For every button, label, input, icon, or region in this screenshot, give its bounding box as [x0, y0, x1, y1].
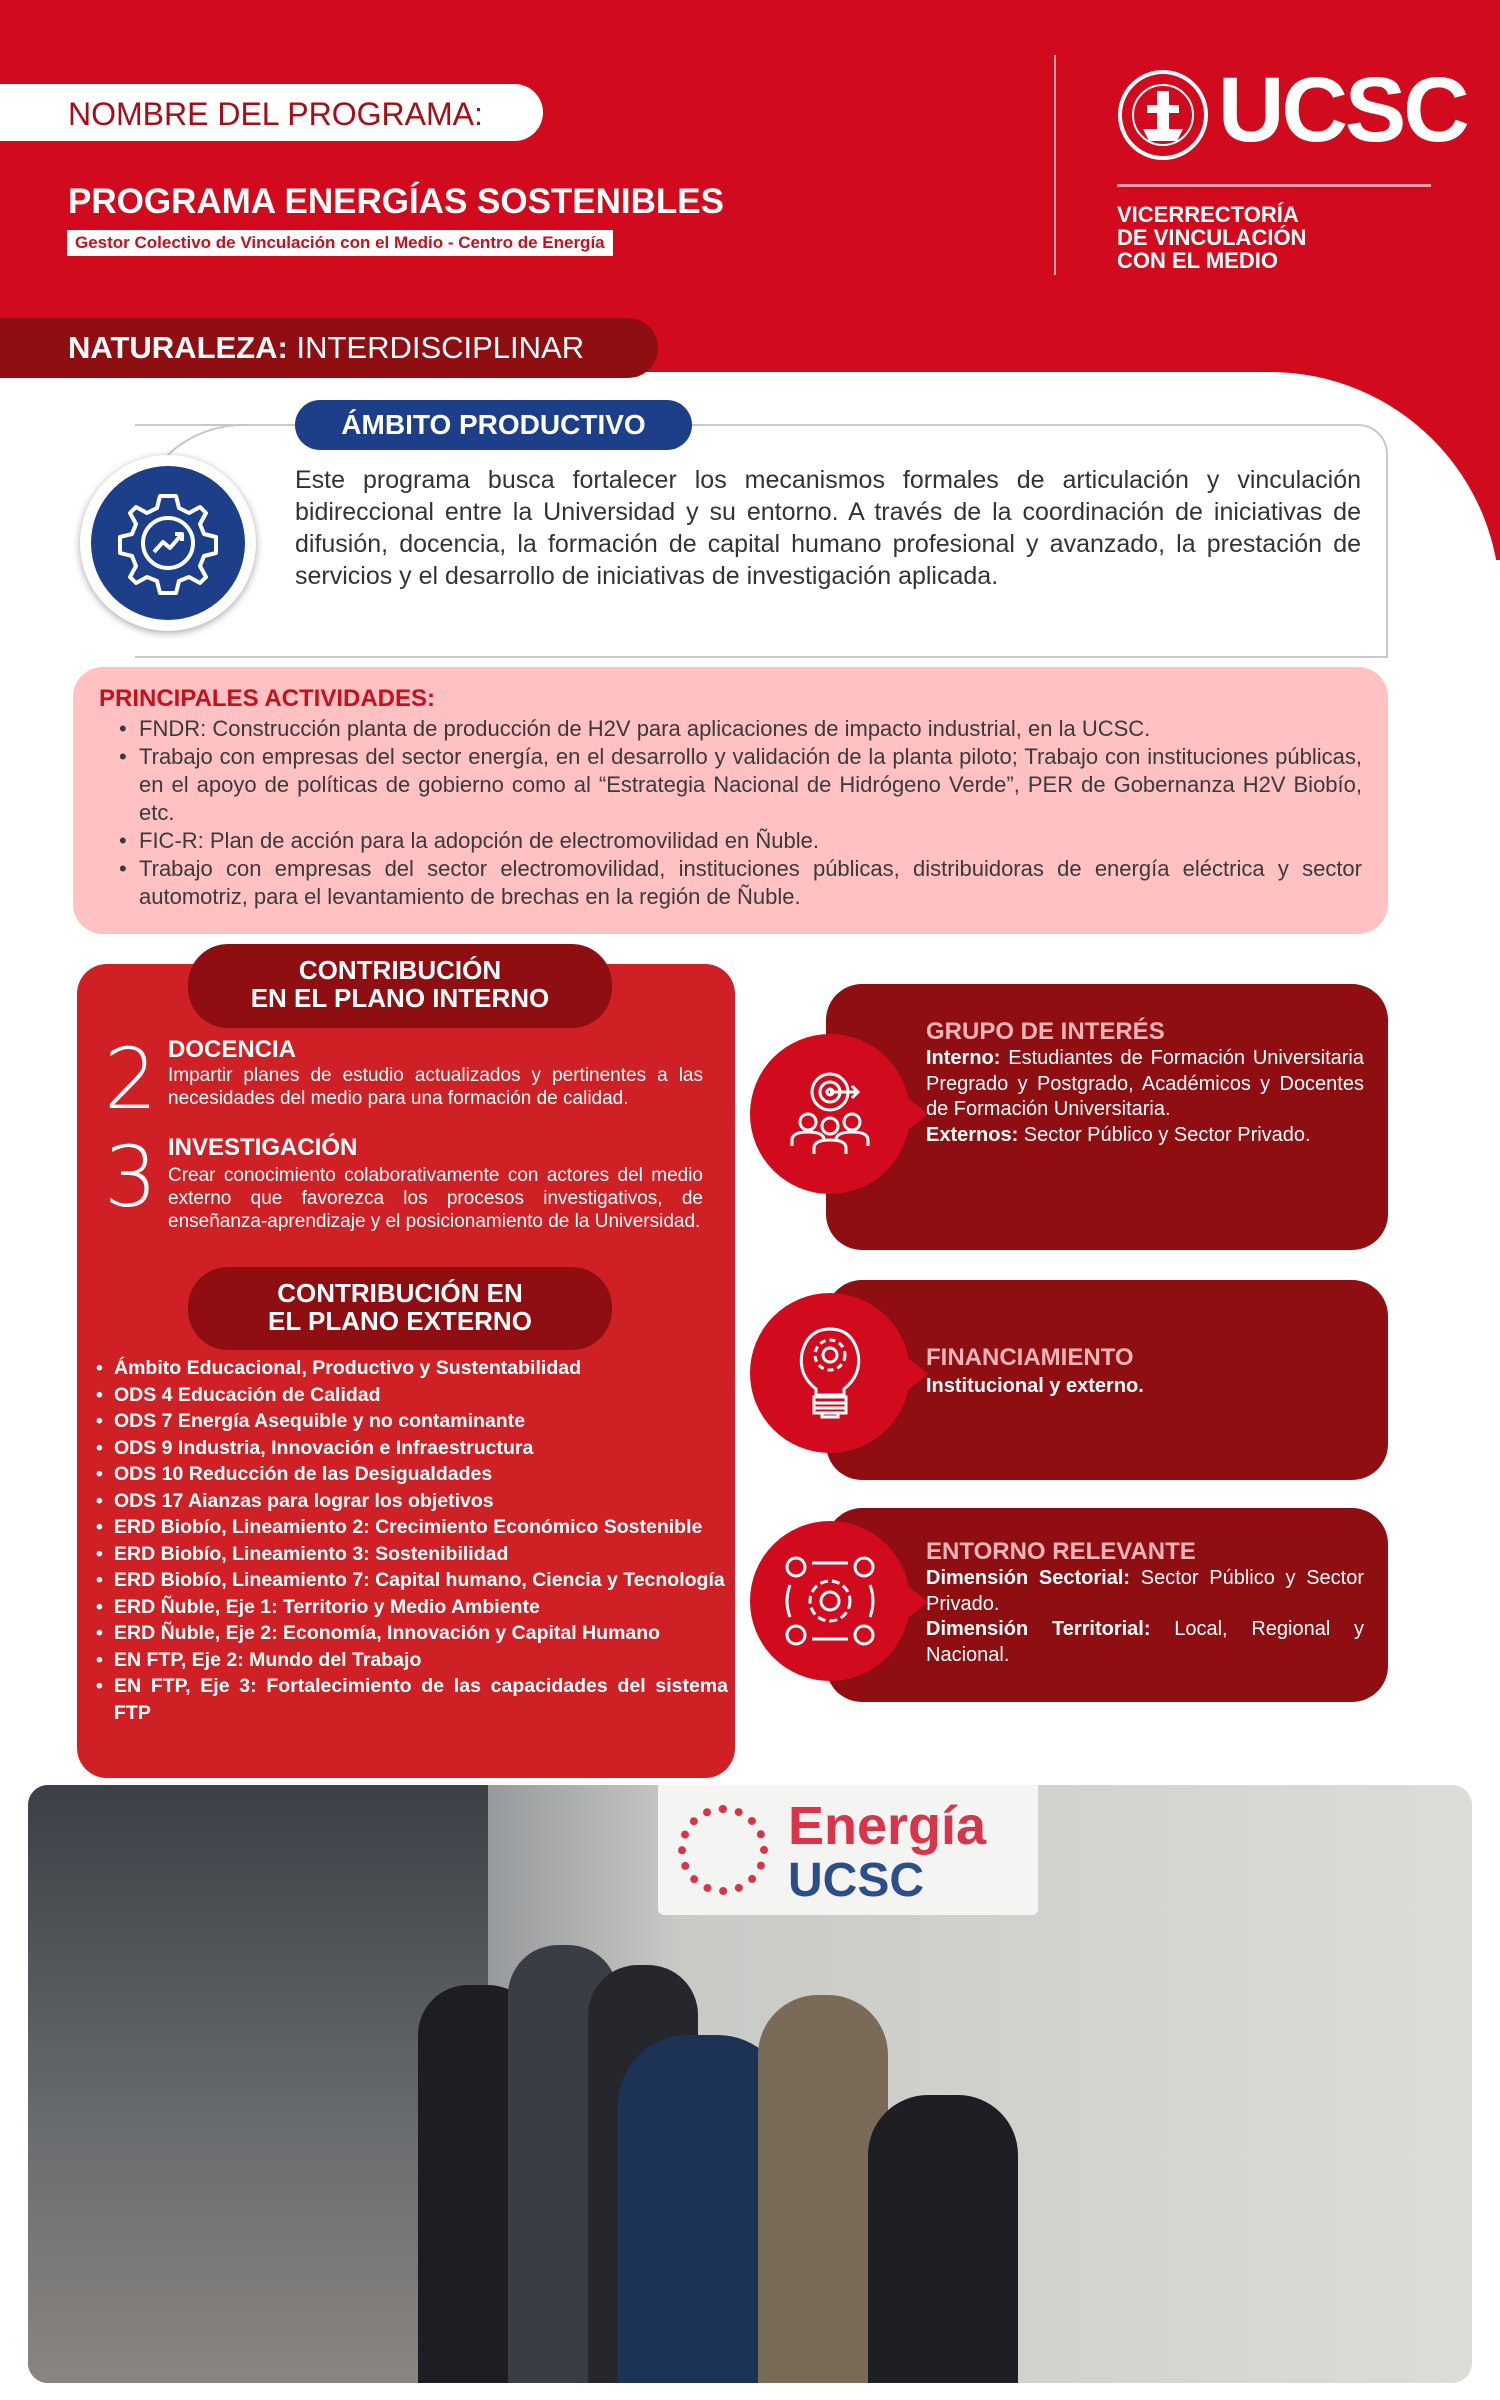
section-number: 3 [104, 1128, 158, 1226]
environment-icon-circle [750, 1521, 910, 1681]
territorial-label: Dimensión Territorial: [926, 1618, 1151, 1640]
interno-label: Interno: [926, 1047, 1001, 1069]
activities-list [99, 715, 1362, 911]
divider [1117, 184, 1431, 187]
funding-icon-circle [750, 1293, 910, 1453]
activities-box [73, 667, 1388, 934]
network-gear-icon [780, 1551, 880, 1651]
list-item: • ERD Biobío, Lineamiento 2: Crecimiento Económico Sostenible [96, 1514, 728, 1541]
sectorial-label: Dimensión Sectorial: [926, 1567, 1131, 1589]
list-item: • EN FTP, Eje 3: Fortalecimiento de las capacidades del sistema FTP [96, 1673, 728, 1726]
logo-text: UCSC [1218, 59, 1467, 161]
external-list [96, 1355, 728, 1726]
list-item: • FIC-R: Plan de acción para la adopción de electromovilidad en Ñuble. [119, 827, 1362, 855]
sectorial-text: Sector Público y Sector Privado. [926, 1567, 1364, 1615]
program-label: NOMBRE DEL PROGRAMA: [0, 84, 543, 141]
nature-value: INTERDISCIPLINAR [287, 330, 585, 365]
unit-line: VICERRECTORÍA [1117, 202, 1299, 227]
environment-title: ENTORNO RELEVANTE [926, 1538, 1196, 1565]
university-seal-icon [1117, 69, 1209, 161]
nature-bar [0, 318, 658, 378]
environment-text [926, 1566, 1364, 1668]
unit-line: CON EL MEDIO [1117, 248, 1278, 273]
list-item: • ODS 7 Energía Asequible y no contaminante [96, 1408, 728, 1435]
list-item: • ERD Biobío, Lineamiento 7: Capital humano, Ciencia y Tecnología [96, 1567, 728, 1594]
program-title: PROGRAMA ENERGÍAS SOSTENIBLES [68, 182, 724, 221]
nature-label: NATURALEZA: [68, 330, 288, 365]
funding-text: Institucional y externo. [926, 1375, 1144, 1397]
sign-logo-icon [678, 1805, 768, 1895]
title-line: CONTRIBUCIÓN EN [277, 1278, 523, 1308]
team-photo [28, 1785, 1472, 2383]
gear-growth-icon [91, 466, 245, 620]
target-people-icon [780, 1064, 880, 1164]
list-item: • ODS 4 Educación de Calidad [96, 1382, 728, 1409]
lightbulb-gear-icon [780, 1323, 880, 1423]
list-item: • ERD Biobío, Lineamiento 3: Sostenibilidad [96, 1541, 728, 1568]
sign [658, 1785, 1038, 1915]
list-item: • ERD Ñuble, Eje 2: Economía, Innovación y Capital Humano [96, 1620, 728, 1647]
divider [1054, 55, 1056, 275]
interest-title: GRUPO DE INTERÉS [926, 1018, 1165, 1045]
list-item: • ODS 17 Aianzas para lograr los objetivos [96, 1488, 728, 1515]
interno-text: Estudiantes de Formación Universitaria Pregrado y Postgrado, Académicos y Docentes de Formación Universitaria. [926, 1047, 1364, 1120]
unit-line: DE VINCULACIÓN [1117, 225, 1307, 250]
title-line: EN EL PLANO INTERNO [250, 983, 550, 1013]
program-subtitle: Gestor Colectivo de Vinculación con el Medio - Centro de Energía [67, 230, 613, 256]
activities-title: PRINCIPALES ACTIVIDADES: [99, 685, 436, 712]
section-text: Crear conocimiento colaborativamente con actores del medio externo que favorezca los procesos investigativos, de enseñanza-aprendizaje y el posicionamiento de la Universidad. [168, 1165, 703, 1232]
funding-title: FINANCIAMIENTO [926, 1344, 1134, 1371]
externos-label: Externos: [926, 1123, 1019, 1146]
ambito-text: Este programa busca fortalecer los mecanismos formales de articulación y vinculación bidireccional entre la Universidad y su entorno. A través de la coordinación de iniciativas de difusión, docencia, la formación de capital humano profesional y avanzado, la prestación de servicios y el desarrollo de iniciativas de investigación aplicada. [295, 466, 1361, 590]
list-item: • Trabajo con empresas del sector electromovilidad, instituciones públicas, distribuidoras de energía eléctrica y sector automotriz, para el levantamiento de brechas en la región de Ñuble. [119, 855, 1362, 911]
ambito-icon-circle [80, 455, 256, 631]
title-line: CONTRIBUCIÓN [298, 955, 502, 985]
section-text: Impartir planes de estudio actualizados y pertinentes a las necesidades del medio para una formación de calidad. [168, 1065, 703, 1109]
sign-text: Energía [788, 1796, 987, 1856]
list-item: • Ámbito Educacional, Productivo y Sustentabilidad [96, 1355, 728, 1382]
section-title: INVESTIGACIÓN [168, 1134, 358, 1161]
section-number: 2 [104, 1030, 158, 1128]
externos-text: Sector Público y Sector Privado. [1018, 1123, 1311, 1146]
list-item: • ERD Ñuble, Eje 1: Territorio y Medio Ambiente [96, 1594, 728, 1621]
internal-contribution-title [188, 944, 612, 1028]
people-group [418, 1905, 1058, 2383]
list-item: • ODS 10 Reducción de las Desigualdades [96, 1461, 728, 1488]
interest-text [926, 1046, 1364, 1148]
list-item: • FNDR: Construcción planta de producción de H2V para aplicaciones de impacto industrial, en la UCSC. [119, 715, 1362, 743]
ambito-label: ÁMBITO PRODUCTIVO [295, 400, 692, 450]
list-item: • Trabajo con empresas del sector energía, en el desarrollo y validación de la planta piloto; Trabajo con instituciones públicas, en el apoyo de políticas de gobierno como al “Estrategia Nacional de Hidrógeno Verde”, PER de Gobernanza H2V Biobío, etc. [119, 743, 1362, 827]
section-title: DOCENCIA [168, 1036, 297, 1063]
territorial-text: Local, Regional y Nacional. [926, 1618, 1364, 1666]
sign-text: UCSC [788, 1854, 925, 1907]
title-line: EL PLANO EXTERNO [268, 1306, 532, 1336]
interest-icon-circle [750, 1034, 910, 1194]
list-item: • EN FTP, Eje 2: Mundo del Trabajo [96, 1647, 728, 1674]
external-contribution-title [188, 1267, 612, 1350]
list-item: • ODS 9 Industria, Innovación e Infraestructura [96, 1435, 728, 1462]
